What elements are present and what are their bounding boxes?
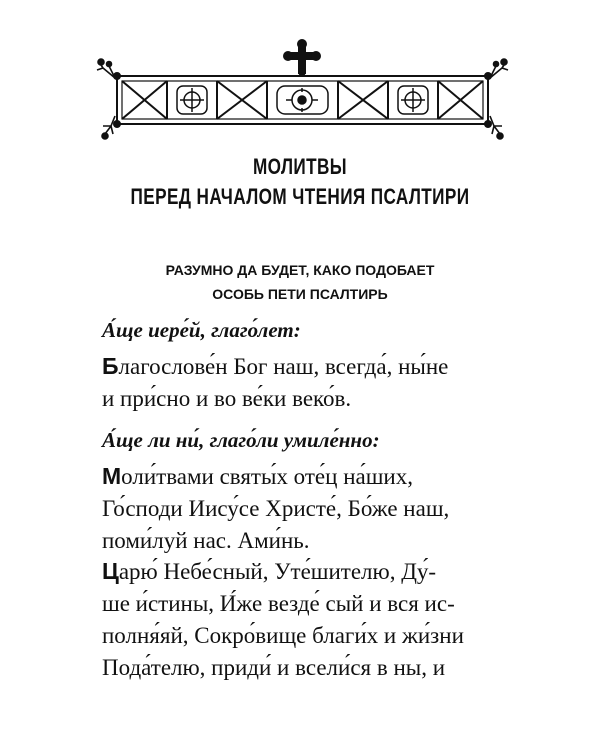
floral-sprig-left-icon [97,59,115,139]
headpiece-ornament [95,38,510,148]
paragraph-line-text: лагослове́н Бог наш, всегда́, ны́не [118,354,449,379]
subtitle-line-2: ОСОБЬ ПЕТИ ПСАЛТИРЬ [212,286,388,302]
paragraph-prayer [102,460,449,557]
paragraph-line [102,555,464,588]
paragraph-line: ше и́стины, И́же везде́ сый и вся ис- [102,591,455,616]
paragraph-heavenly-king [102,555,464,684]
paragraph-line: Пода́телю, приди́ и всели́ся в ны, и [102,655,446,680]
title-line-1: МОЛИТВЫ [252,154,347,179]
title-line-2: ПЕРЕД НАЧАЛОМ ЧТЕНИЯ ПСАЛТИРИ [130,184,470,209]
ornament-band [114,73,491,127]
paragraph-line: Го́споди Иису́се Христе́, Бо́же наш, [102,496,450,521]
paragraph-line-text: оли́твами святы́х оте́ц на́ших, [121,464,413,489]
subtitle-line-1: РАЗУМНО ДА БУДЕТ, КАКО ПОДОБАЕТ [165,262,435,278]
initial-letter: М [102,463,122,489]
paragraph-blessing [102,350,448,415]
rubric-priest: А́ще иере́й, глаго́лет: [102,318,301,342]
paragraph-line: поми́луй нас. Ами́нь. [102,528,310,553]
paragraph-line [102,350,448,383]
initial-letter: Б [102,353,119,379]
paragraph-line: полня́яй, Сокро́вище благи́х и жи́зни [102,623,464,648]
paragraph-line [102,460,449,493]
page-title [66,152,534,212]
cross-icon [283,39,321,76]
floral-sprig-right-icon [490,59,508,139]
paragraph-line-text: арю́ Небе́сный, Уте́шителю, Ду́- [118,559,437,584]
subtitle [0,258,600,306]
rubric-layman: А́ще ли ни́, глаго́ли умиле́нно: [102,428,380,452]
initial-letter: Ц [102,558,119,584]
paragraph-line: и при́сно и во ве́ки веко́в. [102,386,352,411]
